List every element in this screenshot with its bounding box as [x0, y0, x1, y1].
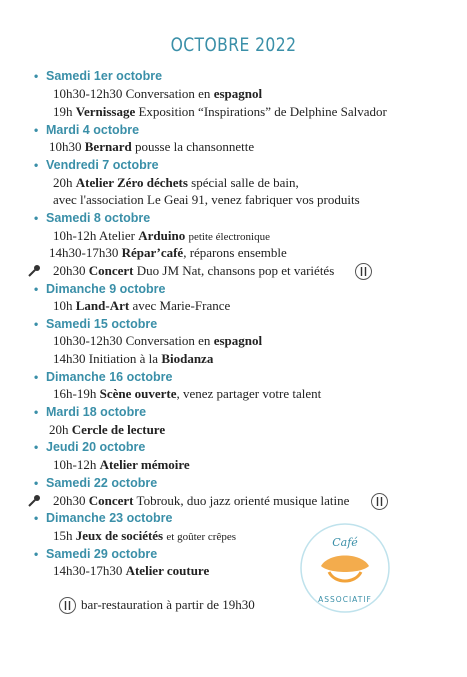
event-line: 14h30 Initiation à la Biodanza: [53, 351, 214, 366]
event-line: 10h Land-Art avec Marie-France: [53, 298, 231, 313]
day-heading: • Samedi 22 octobre: [34, 476, 158, 490]
event-line: 14h30-17h30 Répar’café, réparons ensemble: [49, 245, 287, 260]
event-line: 14h30-17h30 Atelier couture: [53, 563, 210, 578]
event-line-concert: 20h30 Concert Tobrouk, duo jazz orienté musique latine: [0, 492, 467, 510]
day-heading: • Samedi 8 octobre: [34, 211, 151, 225]
day-heading: • Vendredi 7 octobre: [34, 158, 159, 172]
day-heading: • Samedi 15 octobre: [34, 317, 158, 331]
event-line-concert: 20h30 Concert Duo JM Nat, chansons pop et variétés: [0, 262, 467, 280]
day-heading: • Samedi 29 octobre: [34, 547, 158, 561]
cutlery-icon: [59, 597, 76, 614]
cutlery-icon: [371, 493, 388, 510]
day-heading: • Mardi 18 octobre: [34, 405, 147, 419]
day-heading: • Mardi 4 octobre: [34, 123, 140, 137]
event-line: 10h30 Bernard pousse la chansonnette: [49, 139, 255, 154]
event-line: 10h-12h Atelier Arduino petite électronique: [53, 228, 270, 243]
cutlery-icon: [355, 263, 372, 280]
microphone-icon: [27, 494, 41, 508]
footer-note: bar-restauration à partir de 19h30: [0, 596, 467, 614]
page-title: OCTOBRE 2022: [170, 34, 297, 56]
event-line: 10h30-12h30 Conversation en espagnol: [53, 333, 263, 348]
event-line: 16h-19h Scène ouverte, venez partager votre talent: [53, 386, 322, 401]
day-heading: • Dimanche 23 octobre: [34, 511, 173, 525]
event-line: 15h Jeux de sociétés et goûter crêpes: [53, 528, 237, 543]
day-heading: • Jeudi 20 octobre: [34, 440, 146, 454]
event-line: 10h-12h Atelier mémoire: [53, 457, 190, 472]
day-heading: • Dimanche 16 octobre: [34, 370, 173, 384]
day-heading: • Samedi 1er octobre: [34, 69, 163, 83]
microphone-icon: [27, 264, 41, 278]
svg-text:Café: Café: [332, 536, 358, 549]
day-heading: • Dimanche 9 octobre: [34, 282, 166, 296]
svg-text:ASSOCIATIF: ASSOCIATIF: [318, 595, 372, 604]
event-line: 19h Vernissage Exposition “Inspirations” de Delphine Salvador: [53, 104, 387, 119]
cafe-associatif-logo: [299, 522, 391, 614]
event-line: avec l'association Le Geai 91, venez fabriquer vos produits: [53, 192, 360, 207]
event-line: 20h Atelier Zéro déchets spécial salle de bain,: [53, 175, 299, 190]
event-line: 20h Cercle de lecture: [49, 422, 166, 437]
event-line: 10h30-12h30 Conversation en espagnol: [53, 86, 263, 101]
